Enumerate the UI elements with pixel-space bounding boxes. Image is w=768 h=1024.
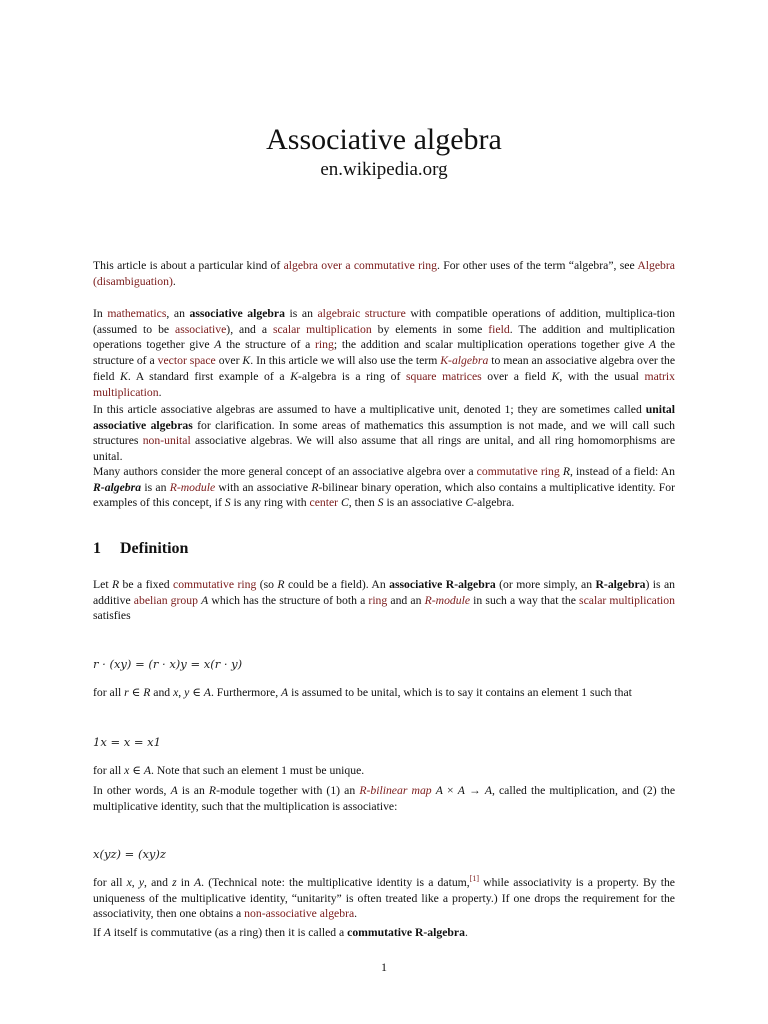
link-algebra-disambiguation[interactable]: Algebra (disambiguation) [93, 259, 675, 288]
link-scalar-multiplication[interactable]: scalar multiplication [272, 322, 372, 336]
paragraph-technical-note: for all x, y, and z in A. (Technical note: the multiplicative identity is a datum,[1] while associativity is a property. By the uniqueness of the multiplicative identity, “unitarity” is often treated like a property.) If one drops the requirement for the associativity, then one obtains a non-associative algebra. [93, 874, 675, 921]
term-commutative-r-algebra: commutative R-algebra [347, 926, 465, 939]
equation-associativity: x(yz) = (xy)z [93, 847, 166, 861]
equation-unit: 1x = x = x1 [93, 735, 161, 749]
term-associative-algebra: associative algebra [189, 307, 285, 320]
section-title: Definition [120, 540, 189, 557]
link-associative[interactable]: associative [175, 322, 227, 336]
reference-link[interactable]: [1] [469, 874, 480, 884]
link-center[interactable]: center [309, 496, 339, 510]
link-ring-def[interactable]: ring [368, 593, 388, 607]
link-square-matrices[interactable]: square matrices [405, 369, 482, 383]
link-non-associative-algebra[interactable]: non-associative algebra [244, 907, 355, 921]
page-title: Associative algebra [266, 123, 502, 156]
term-r-algebra: R-algebra [93, 480, 142, 494]
intro-paragraph-1: In mathematics, an associative algebra is an algebraic structure with compatible operations of addition, multiplica-tion (assumed to be associative), and a scalar multiplication by elements in some field. The addition and multiplication operations together give A the structure of a ring; the addition and scalar multiplication operations together give A the structure of a vector space over K. In this article we will also use the term K-algebra to mean an associative algebra over the field K. A standard first example of a K-algebra is a ring of square matrices over a field K, with the usual matrix multiplication. [93, 307, 676, 399]
link-matrix-multiplication[interactable]: matrix multiplication [93, 369, 676, 399]
paragraph-after-eq1: for all r ∈ R and x, y ∈ A. Furthermore, A is assumed to be unital, which is to say it contains an element 1 such that [93, 686, 632, 699]
page-number: 1 [381, 960, 387, 974]
section-number: 1 [93, 540, 101, 557]
intro-paragraph-3: Many authors consider the more general concept of an associative algebra over a commutative ring R, instead of a field: An R-algebra is an R-module with an associative R-bilinear binary operation, which also contains a multiplicative identity. For examples of this concept, if S is any ring with center C, then S is an associative C-algebra. [93, 465, 675, 510]
link-commutative-ring-def[interactable]: commutative ring [173, 578, 257, 591]
definition-paragraph: Let R be a fixed commutative ring (so R could be a field). An associative R-algebra (or more simply, an R-algebra) is an additive abelian group A which has the structure of both a ring and an R-module in such a way that the scalar multiplication satisfies [93, 578, 676, 623]
link-vector-space[interactable]: vector space [157, 354, 216, 368]
link-abelian-group[interactable]: abelian group [133, 593, 198, 607]
intro-paragraph-2: In this article associative algebras are assumed to have a multiplicative unit, denoted 1; they are sometimes called unital associative algebras for clarification. In some areas of mathematics this assumption is not made, and we will call such structures non-unital associative algebras. We will also assume that all rings are unital, and all ring homomorphisms are unital. [93, 403, 676, 464]
link-r-module[interactable]: R-module [169, 480, 216, 494]
link-algebraic-structure[interactable]: algebraic structure [317, 307, 406, 320]
link-non-unital[interactable]: non-unital [142, 434, 191, 448]
link-mathematics[interactable]: mathematics [107, 307, 167, 320]
term-r-algebra-def: R-algebra [595, 578, 646, 591]
hatnote: This article is about a particular kind of algebra over a commutative ring. For other uses of the term “algebra”, see Algebra (disambiguation). [93, 259, 675, 288]
term-unital-associative-algebras: unital associative algebras [93, 403, 675, 432]
link-r-module-def[interactable]: R-module [424, 593, 471, 607]
link-commutative-ring[interactable]: commutative ring [476, 465, 560, 478]
link-field[interactable]: field [488, 322, 510, 336]
source-domain: en.wikipedia.org [320, 159, 448, 180]
term-associative-r-algebra: associative R-algebra [389, 578, 496, 591]
link-k-algebra[interactable]: K-algebra [440, 354, 489, 368]
equation-scalar-compat: r · (xy) = (r · x)y = x(r · y) [93, 657, 243, 671]
paragraph-commutative: If A itself is commutative (as a ring) then it is called a commutative R-algebra. [93, 926, 468, 939]
link-algebra-over-commutative-ring[interactable]: algebra over a commutative ring [283, 259, 437, 272]
link-r-bilinear-map[interactable]: R-bilinear map [359, 784, 432, 797]
section-heading-definition [93, 540, 188, 558]
paragraph-after-eq2: for all x ∈ A. Note that such an element 1 must be unique. [93, 764, 365, 777]
link-scalar-multiplication-def[interactable]: scalar multiplication [579, 593, 675, 607]
paragraph-other-words: In other words, A is an R-module together with (1) an R-bilinear map A × A → A, called the multiplication, and (2) the multiplicative identity, such that the multiplication is associative: [93, 784, 676, 813]
link-ring[interactable]: ring [315, 338, 334, 352]
